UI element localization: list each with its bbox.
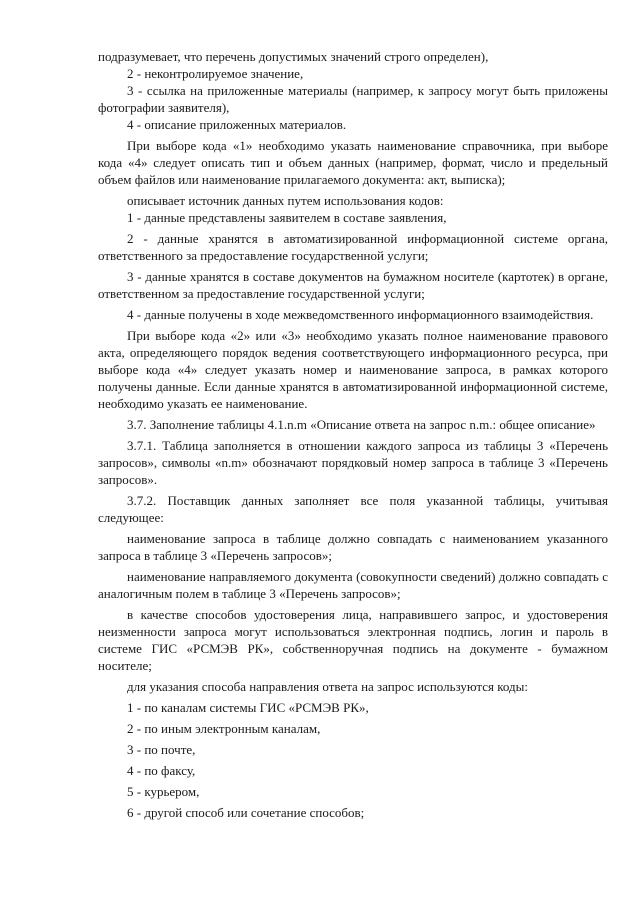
source-code-2: 2 - данные хранятся в автоматизированной информационной системе органа, ответственного за предоставление государственной услуги;: [98, 231, 608, 263]
delivery-code-6: 6 - другой способ или сочетание способов;: [127, 805, 365, 820]
paragraph-delivery-codes: для указания способа направления ответа на запрос используются коды:: [127, 679, 529, 694]
code-item-3: 3 - ссылка на приложенные материалы (например, к запросу могут быть приложены фотографии заявителя),: [98, 83, 608, 115]
source-code-1: 1 - данные представлены заявителем в составе заявления,: [127, 210, 447, 225]
section-3-7-heading: 3.7. Заполнение таблицы 4.1.n.m «Описание ответа на запрос n.m.: общее описание»: [127, 417, 596, 432]
delivery-code-3: 3 - по почте,: [127, 742, 196, 757]
source-code-4: 4 - данные получены в ходе межведомственного информационного взаимодействия.: [127, 307, 594, 322]
section-3-7-2: 3.7.2. Поставщик данных заполняет все поля указанной таблицы, учитывая следующее:: [98, 493, 608, 525]
document-body: [98, 48, 608, 821]
paragraph-continuation: подразумевает, что перечень допустимых значений строго определен),: [98, 49, 489, 64]
delivery-code-2: 2 - по иным электронным каналам,: [127, 721, 321, 736]
rule-request-name: наименование запроса в таблице должно совпадать с наименованием указанного запроса в таблице 3 «Перечень запросов»;: [98, 531, 608, 563]
section-3-7-1: 3.7.1. Таблица заполняется в отношении каждого запроса из таблицы 3 «Перечень запросов», символы «n.m» обозначают порядковый номер запроса в таблице 3 «Перечень запросов».: [98, 438, 608, 487]
source-code-3: 3 - данные хранятся в составе документов на бумажном носителе (картотек) в органе, ответственном за предоставление государственной услуги;: [98, 269, 608, 301]
rule-document-name: наименование направляемого документа (совокупности сведений) должно совпадать с аналогичным полем в таблице 3 «Перечень запросов»;: [98, 569, 608, 601]
rule-verification: в качестве способов удостоверения лица, направившего запрос, и удостоверения неизменности запроса могут использоваться электронная подпись, логин и пароль в системе ГИС «РСМЭВ РК», собственноручная подпись на документе - бумажном носителе;: [98, 607, 608, 673]
paragraph-legal-act: При выборе кода «2» или «3» необходимо указать полное наименование правового акта, определяющего порядок ведения соответствующего информационного ресурса, при выборе кода «4» следует указать номер и наименование запроса, в рамках которого получены данные. Если данные хранятся в автоматизированной информационной системе, необходимо указать ее наименование.: [98, 328, 608, 411]
code-item-2: 2 - неконтролируемое значение,: [127, 66, 304, 81]
delivery-code-1: 1 - по каналам системы ГИС «РСМЭВ РК»,: [127, 700, 369, 715]
paragraph-data-source: описывает источник данных путем использования кодов:: [127, 193, 444, 208]
paragraph-code-selection: При выборе кода «1» необходимо указать наименование справочника, при выборе кода «4» следует описать тип и объем данных (например, формат, число и предельный объем файлов или наименование прилагаемого документа: акт, выписка);: [98, 138, 608, 187]
code-item-4: 4 - описание приложенных материалов.: [127, 117, 347, 132]
delivery-code-4: 4 - по факсу,: [127, 763, 196, 778]
delivery-code-5: 5 - курьером,: [127, 784, 200, 799]
